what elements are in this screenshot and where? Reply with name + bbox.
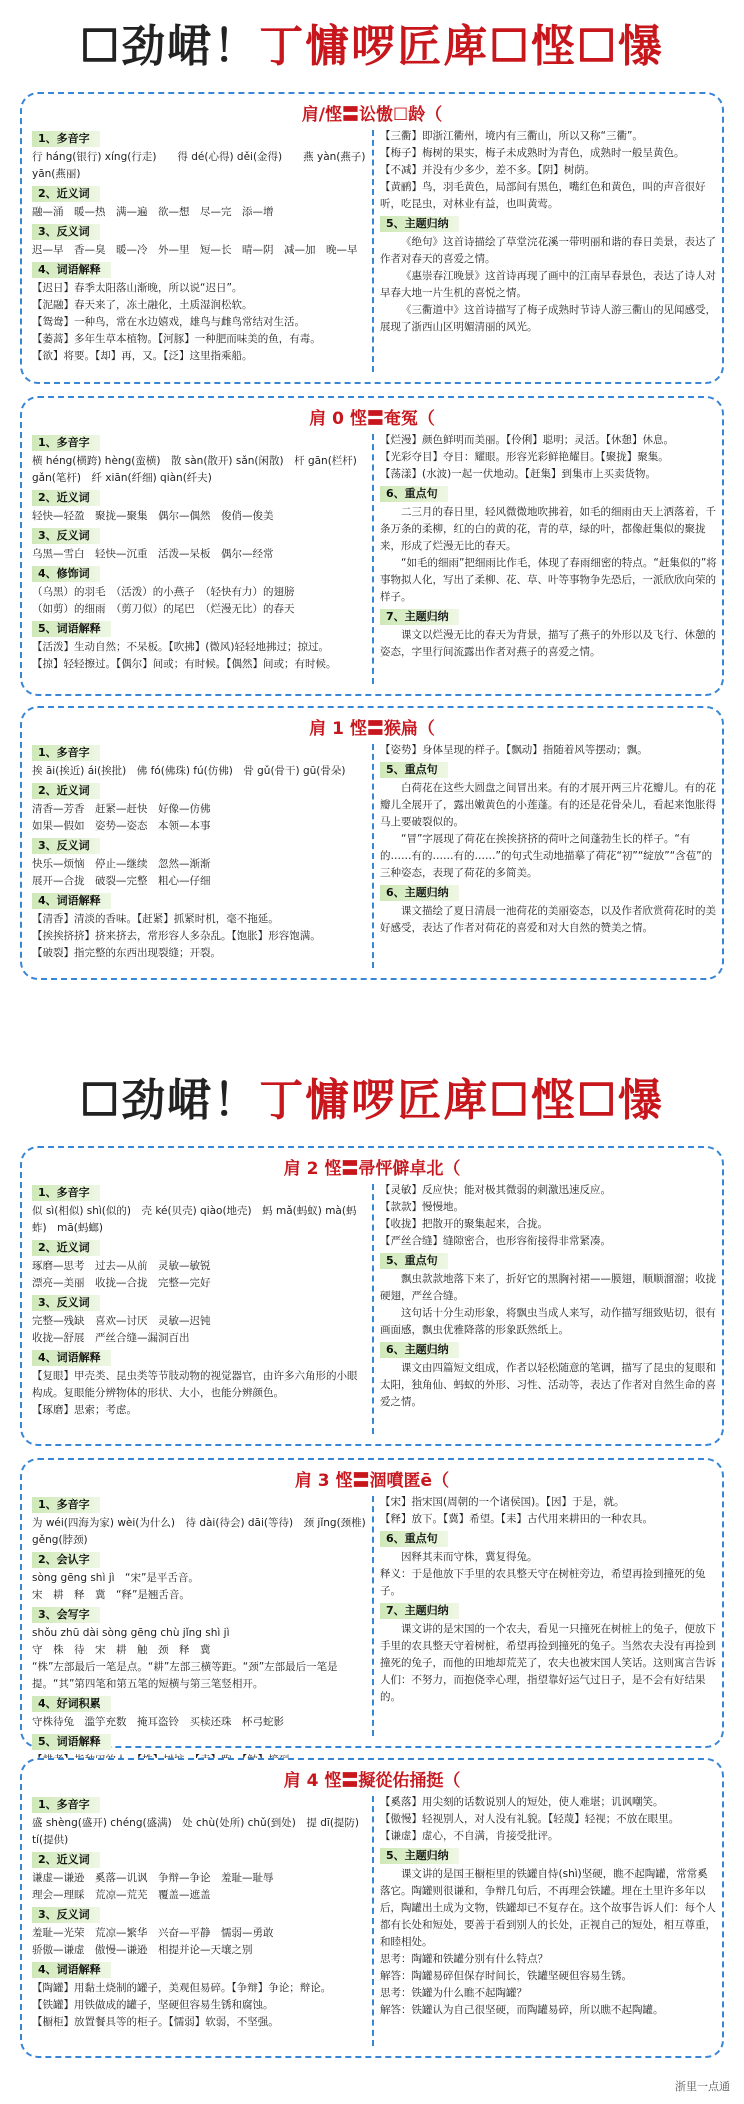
column-divider xyxy=(372,434,374,684)
section-heading: 5、主题归纳 xyxy=(380,216,459,232)
right-column xyxy=(380,1794,718,2019)
footer-watermark: 浙里一点通 xyxy=(675,2080,730,2093)
content-line: 【严丝合缝】缝隙密合，也形容衔接得非常紧凑。 xyxy=(380,1235,611,1247)
content-line: 课文以烂漫无比的春天为背景，描写了燕子的外形以及飞行、休憩的姿态，字里行间流露出作者对燕子的喜爱之情。 xyxy=(380,629,716,658)
content-line: 【宋】指宋国(周朝的一个诸侯国)。【因】于是，就。 xyxy=(380,1496,625,1508)
content-line: 【灵敏】反应快；能对极其微弱的刺激迅速反应。 xyxy=(380,1184,611,1196)
section-heading: 3、反义词 xyxy=(32,1295,100,1311)
section-heading: 1、多音字 xyxy=(32,1185,100,1201)
content-line: 【萎蒿】多年生草本植物。【河豚】一种肥而味美的鱼，有毒。 xyxy=(32,333,321,345)
content-line: 漂亮—美丽 收拢—合拢 完整—完好 xyxy=(32,1277,211,1289)
content-line: 【鸳鸯】一种鸟，常在水边嬉戏，雄鸟与雌鸟常结对生活。 xyxy=(32,316,305,328)
section-heading: 2、近义词 xyxy=(32,783,100,799)
card-title: 肩 0 悭〓奄冤（ xyxy=(309,409,435,429)
content-line: 【荡漾】(水波)一起一伏地动。【赶集】到集市上买卖货物。 xyxy=(380,468,656,480)
column-divider xyxy=(372,744,374,968)
banner-title-black: ☐劲峮！ xyxy=(79,21,260,72)
section-heading: 6、主题归纳 xyxy=(380,1342,459,1358)
content-line: 课文讲的是国王橱柜里的铁罐自恃(shì)坚硬，瞧不起陶罐，常常奚落它。陶罐则很谦和，争辩几句后，不再理会铁罐。埋在土里许多年以后，陶罐出土成为文物，铁罐却已不复存在。这个故事告诉人们：每个人都有长处和短处，要善于看到别人的长处，正视自己的短处，相互尊重，和睦相处。 xyxy=(380,1868,716,1948)
section-heading: 1、多音字 xyxy=(32,1797,100,1813)
section-heading: 2、近义词 xyxy=(32,490,100,506)
section-heading: 1、多音字 xyxy=(32,745,100,761)
content-line: 解答：陶罐易碎但保存时间长，铁罐坚硬但容易生锈。 xyxy=(380,1970,632,1982)
content-line: 清香—芳香 赶紧—赶快 好像—仿佛 xyxy=(32,803,211,815)
section-heading: 5、词语解释 xyxy=(32,621,111,637)
content-line: 【释】放下。【冀】希望。【耒】古代用来耕田的一种农具。 xyxy=(380,1513,653,1525)
content-line: “冒”字展现了荷花在挨挨挤挤的荷叶之间蓬勃生长的样子。“有的……有的……有的……”的句式生动地描摹了荷花“初”“绽放”“含苞”的三种姿态，表现了荷花的多简美。 xyxy=(380,833,713,879)
content-line: 【奚落】用尖刻的话数说别人的短处，使人难堪；讥讽嘲笑。 xyxy=(380,1796,664,1808)
section-heading: 4、词语解释 xyxy=(32,1962,111,1978)
right-column xyxy=(380,1494,718,1706)
lesson-card xyxy=(20,396,724,696)
section-heading: 5、词语解释 xyxy=(32,1734,111,1750)
content-line: 为 wéi(四海为家) wèi(为什么) 待 dài(待会) dāi(等待) 颈 jǐng(颈椎) gěng(脖颈) xyxy=(32,1517,366,1546)
right-column xyxy=(380,128,718,336)
left-column xyxy=(32,128,367,365)
right-column xyxy=(380,1182,718,1411)
content-line: “株”左部最后一笔是点。“耕”左部三横等距。“颈”左部最后一笔是提。“其”第四笔和第五笔的短横与第三笔竖相开。 xyxy=(32,1661,338,1690)
section-heading: 7、主题归纳 xyxy=(380,609,459,625)
content-line: 【琢磨】思索；考虑。 xyxy=(32,1404,137,1416)
content-line: 展开—合拢 破裂—完整 粗心—仔细 xyxy=(32,875,211,887)
content-line: 迟—早 香—臭 暖—冷 外—里 短—长 晴—阴 减—加 晚—早 xyxy=(32,244,358,256)
content-line: 这句话十分生动形象，将飘虫当成人来写，动作描写细致贴切，很有画面感，飘虫优雅降落的形象跃然纸上。 xyxy=(380,1307,716,1336)
section-heading: 1、多音字 xyxy=(32,1497,100,1513)
content-line: 【烂漫】颜色鲜明而美丽。【伶俐】聪明；灵活。【休憩】休息。 xyxy=(380,434,674,446)
content-line: 【铁罐】用铁做成的罐子，坚硬但容易生锈和腐蚀。 xyxy=(32,1999,274,2011)
content-line: 解答：铁罐认为自己很坚硬，而陶罐易碎，所以瞧不起陶罐。 xyxy=(380,2004,664,2016)
section-heading: 1、多音字 xyxy=(32,435,100,451)
section-heading: 2、会认字 xyxy=(32,1552,100,1568)
content-line: 琢磨—思考 过去—从前 灵敏—敏锐 xyxy=(32,1260,211,1272)
content-line: 思考：铁罐为什么瞧不起陶罐？ xyxy=(380,1987,527,1999)
content-line: 【黄鹂】鸟，羽毛黄色，局部间有黑色，嘴红色和黄色，叫的声音很好听，吃昆虫，对林业有益，也叫黄莺。 xyxy=(380,181,706,210)
content-line: 【挨挨挤挤】挤来挤去，常形容人多杂乱。【饱胀】形容饱满。 xyxy=(32,930,321,942)
content-line: 盛 shèng(盛开) chéng(盛满) 处 chù(处所) chǔ(到处) 提 dī(提防) tí(提供) xyxy=(32,1817,360,1846)
banner-title-black: ☐劲峮！ xyxy=(79,1075,260,1126)
section-heading: 2、近义词 xyxy=(32,1852,100,1868)
content-line: 【欲】将要。【却】再，又。【泛】这里指乘船。 xyxy=(32,350,253,362)
content-line: 挨 āi(挨近) ái(挨批) 佛 fó(佛珠) fú(仿佛) 骨 gǔ(骨干) gū(骨朵) xyxy=(32,765,346,777)
right-column xyxy=(380,432,718,661)
section-heading: 6、重点句 xyxy=(380,486,448,502)
content-line: 【迟日】春季太阳落山渐晚，所以说“迟日”。 xyxy=(32,282,243,294)
banner-title-red: 丁慵啰匠庳☐悭☐懪 xyxy=(259,1075,665,1126)
card-title: 肩 3 悭〓涸噴匿ē（ xyxy=(294,1471,450,1491)
content-line: 《惠崇春江晚景》这首诗再现了画中的江南早春景色，表达了诗人对早春大地一片生机的喜悦之情。 xyxy=(380,270,716,299)
left-column xyxy=(32,1494,367,1769)
content-line: （如剪）的细雨 （剪刀似）的尾巴 （烂漫无比）的春天 xyxy=(32,603,295,615)
content-line: 收拢—舒展 严丝合缝—漏洞百出 xyxy=(32,1332,190,1344)
left-column xyxy=(32,1794,367,2031)
content-line: sòng gēng shì jì “宋”是平舌音。 xyxy=(32,1572,199,1584)
content-line: 【款款】慢慢地。 xyxy=(380,1201,464,1213)
column-divider xyxy=(372,1796,374,2046)
content-line: 【光彩夺目】夺目：耀眼。形容光彩鲜艳耀目。【聚拢】聚集。 xyxy=(380,451,669,463)
section-heading: 4、好词积累 xyxy=(32,1696,111,1712)
card-title: 肩 4 悭〓擬從佑捅挺（ xyxy=(283,1771,461,1791)
banner-title-red: 丁慵啰匠庳☐悭☐懪 xyxy=(259,21,665,72)
column-divider xyxy=(372,1184,374,1434)
content-line: 飘虫款款地落下来了，折好它的黑胸衬裙——膜翅，顺顺溜溜；收拢硬翅，严丝合缝。 xyxy=(380,1273,716,1302)
section-heading: 2、近义词 xyxy=(32,1240,100,1256)
content-line: 【梅子】梅树的果实，梅子未成熟时为青色，成熟时一般呈黄色。 xyxy=(380,147,685,159)
section-heading: 5、重点句 xyxy=(380,1253,448,1269)
content-line: “如毛的细雨”把细雨比作毛，体现了春雨细密的特点。“赶集似的”将事物拟人化，写出了柔柳、花、草、叶等事物争先恐后，一派欣欣向荣的样子。 xyxy=(380,557,717,603)
content-line: （乌黑）的羽毛 （活泼）的小燕子 （轻快有力）的翅膀 xyxy=(32,586,295,598)
section-heading: 3、反义词 xyxy=(32,528,100,544)
content-line: 《绝句》这首诗描绘了草堂浣花溪一带明丽和谐的春日美景，表达了作者对春天的喜爱之情。 xyxy=(380,236,716,265)
content-line: 如果—假如 姿势—姿态 本领—本事 xyxy=(32,820,211,832)
content-line: 【复眼】甲壳类、昆虫类等节肢动物的视觉器官，由许多六角形的小眼构成。复眼能分辨物体的形状、大小，也能分辨颜色。 xyxy=(32,1370,358,1399)
card-title: 肩/悭〓讼慠☐龄（ xyxy=(301,105,443,125)
lesson-card xyxy=(20,1758,724,2058)
content-line: 【不减】并没有少多少，差不多。【阴】树荫。 xyxy=(380,164,596,176)
content-line: 骄傲—谦虚 傲慢—谦逊 相提并论—天壤之别 xyxy=(32,1944,253,1956)
content-line: 宋 耕 释 冀 “释”是翘舌音。 xyxy=(32,1589,190,1601)
content-line: 二三月的春日里，轻风微微地吹拂着，如毛的细雨由天上洒落着，千条万条的柔柳，红的白的黄的花，青的草，绿的叶，都像赶集似的聚拢来，形成了烂漫无比的春天。 xyxy=(380,506,716,552)
content-line: 羞耻—光荣 荒凉—繁华 兴奋—平静 懦弱—勇敢 xyxy=(32,1927,274,1939)
section-heading: 7、主题归纳 xyxy=(380,1603,459,1619)
lesson-card xyxy=(20,92,724,384)
content-line: 【收拢】把散开的聚集起来，合拢。 xyxy=(380,1218,548,1230)
content-line: 白荷花在这些大圆盘之间冒出来。有的才展开两三片花瓣儿。有的花瓣儿全展开了，露出嫩黄色的小莲蓬。有的还是花骨朵儿，看起来饱胀得马上要破裂似的。 xyxy=(380,782,716,828)
content-line: 【陶罐】用黏土烧制的罐子，美观但易碎。【争辩】争论；辩论。 xyxy=(32,1982,332,1994)
right-column xyxy=(380,742,718,937)
content-line: 似 sì(相似) shì(似的) 壳 ké(贝壳) qiào(地壳) 蚂 mǎ(蚂蚁) mà(蚂蚱) mā(蚂螂) xyxy=(32,1205,357,1234)
section-heading: 6、主题归纳 xyxy=(380,885,459,901)
content-line: 【掠】轻轻擦过。【偶尔】间或；有时候。【偶然】间或；有时候。 xyxy=(32,658,337,670)
column-divider xyxy=(372,1496,374,1736)
page-banner-1 xyxy=(0,8,744,86)
content-line: 【谦虚】虚心，不自满，肯接受批评。 xyxy=(380,1830,559,1842)
section-heading: 4、词语解释 xyxy=(32,1350,111,1366)
content-line: 因释其耒而守株，冀复得兔。 xyxy=(401,1551,538,1563)
section-heading: 3、反义词 xyxy=(32,224,100,240)
content-line: shǒu zhū dài sòng gēng chù jǐng shì jì xyxy=(32,1627,230,1639)
section-heading: 3、会写字 xyxy=(32,1607,100,1623)
content-line: 谦虚—谦逊 奚落—讥讽 争辩—争论 羞耻—耻辱 xyxy=(32,1872,274,1884)
content-line: 完整—残缺 喜欢—讨厌 灵敏—迟钝 xyxy=(32,1315,211,1327)
content-line: 课文由四篇短文组成，作者以轻松随意的笔调，描写了昆虫的复眼和太阳，独角仙、蚂蚁的外形、习性、活动等，表达了作者对自然生命的喜爱之情。 xyxy=(380,1362,716,1408)
section-heading: 5、主题归纳 xyxy=(380,1848,459,1864)
card-title: 肩 2 悭〓帚怦僻卓北（ xyxy=(283,1159,461,1179)
content-line: 【傲慢】轻视别人，对人没有礼貌。【轻蔑】轻视；不放在眼里。 xyxy=(380,1813,680,1825)
content-line: 【橱柜】放置餐具等的柜子。【懦弱】软弱，不坚强。 xyxy=(32,2016,279,2028)
lesson-card xyxy=(20,1458,724,1748)
content-line: 课文描绘了夏日清晨一池荷花的美丽姿态，以及作者欣赏荷花时的美好感受，表达了作者对荷花的喜爱和对大自然的赞美之情。 xyxy=(380,905,716,934)
left-column xyxy=(32,432,367,673)
section-heading: 6、重点句 xyxy=(380,1531,448,1547)
content-line: 思考：陶罐和铁罐分别有什么特点？ xyxy=(380,1953,548,1965)
content-line: 课文讲的是宋国的一个农夫，看见一只撞死在树桩上的兔子，便放下手里的农具整天守着树桩，希望再捡到撞死的兔子。当然农夫没有再捡到撞死的兔子，而他的田地却荒芜了，农夫也被宋国人笑话。这则寓言告诉人们：不努力，而抱侥幸心理，指望靠好运气过日子，是不会有好结果的。 xyxy=(380,1623,716,1703)
content-line: 融—涌 暖—热 满—遍 欲—想 尽—完 添—增 xyxy=(32,206,274,218)
content-line: 【破裂】指完整的东西出现裂缝；开裂。 xyxy=(32,947,221,959)
lesson-card xyxy=(20,706,724,980)
section-heading: 5、重点句 xyxy=(380,762,448,778)
content-line: 轻快—轻盈 聚拢—聚集 偶尔—偶然 俊俏—俊美 xyxy=(32,510,274,522)
section-heading: 4、修饰词 xyxy=(32,566,100,582)
lesson-card xyxy=(20,1146,724,1446)
left-column xyxy=(32,1182,367,1419)
content-line: 横 héng(横跨) hèng(蛮横) 散 sàn(散开) sǎn(闲散) 杆 gān(栏杆) gǎn(笔杆) 纤 xiān(纤细) qiàn(纤夫) xyxy=(32,455,357,484)
section-heading: 3、反义词 xyxy=(32,1907,100,1923)
content-line: 【泥融】春天来了，冻土融化，土质湿润松软。 xyxy=(32,299,253,311)
content-line: 《三衢道中》这首诗描写了梅子成熟时节诗人游三衢山的见闻感受，展现了浙西山区明媚清丽的风光。 xyxy=(380,304,716,333)
content-line: 【姿势】身体呈现的样子。【飘动】指随着风等摆动；飘。 xyxy=(380,744,648,756)
content-line: 守 株 待 宋 耕 触 颈 释 冀 xyxy=(32,1644,211,1656)
content-line: 释义：于是他放下手里的农具整天守在树桩旁边，希望再捡到撞死的兔子。 xyxy=(380,1568,706,1597)
content-line: 快乐—烦恼 停止—继续 忽然—渐渐 xyxy=(32,858,211,870)
content-line: 理会—理睬 荒凉—荒芜 覆盖—遮盖 xyxy=(32,1889,211,1901)
section-heading: 1、多音字 xyxy=(32,131,100,147)
section-heading: 4、词语解释 xyxy=(32,893,111,909)
content-line: 【清香】清淡的香味。【赶紧】抓紧时机，毫不拖延。 xyxy=(32,913,279,925)
left-column xyxy=(32,742,367,962)
content-line: 守株待兔 滥竽充数 掩耳盗铃 买椟还珠 杯弓蛇影 xyxy=(32,1716,284,1728)
page-banner-2 xyxy=(0,1062,744,1140)
column-divider xyxy=(372,130,374,372)
content-line: 【三衢】即浙江衢州，境内有三衢山，所以又称“三衢”。 xyxy=(380,130,643,142)
section-heading: 3、反义词 xyxy=(32,838,100,854)
content-line: 乌黑—雪白 轻快—沉重 活泼—呆板 偶尔—经常 xyxy=(32,548,274,560)
section-heading: 2、近义词 xyxy=(32,186,100,202)
content-line: 【活泼】生动自然；不呆板。【吹拂】(微风)轻轻地拂过；掠过。 xyxy=(32,641,329,653)
content-line: 行 háng(银行) xíng(行走) 得 dé(心得) děi(金得) 燕 yàn(燕子) yān(燕丽) xyxy=(32,151,366,180)
section-heading: 4、词语解释 xyxy=(32,262,111,278)
card-title: 肩 1 悭〓猴扁（ xyxy=(309,719,435,739)
